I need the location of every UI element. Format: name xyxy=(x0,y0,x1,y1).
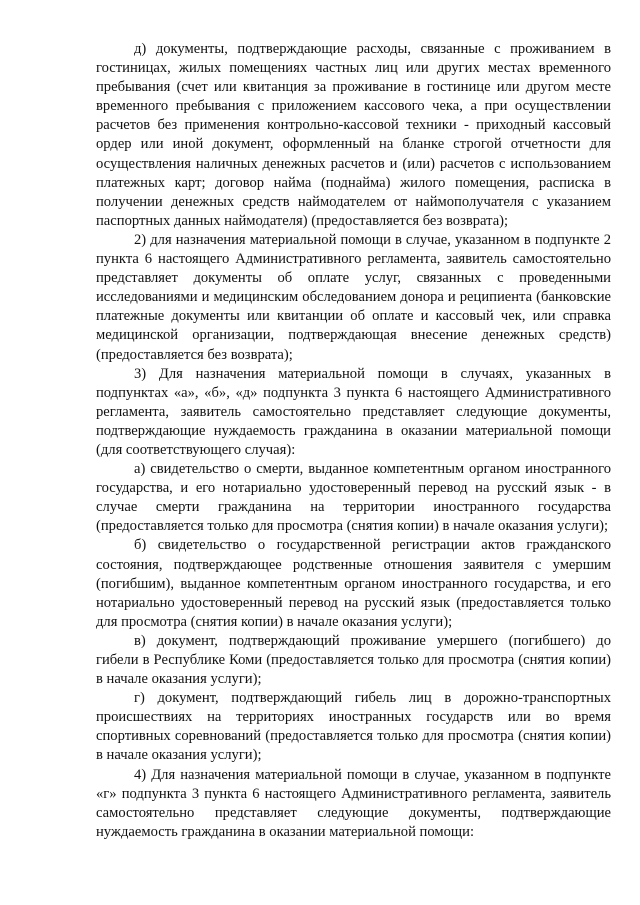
document-body xyxy=(96,40,611,842)
paragraph-2-donor-payment: 2) для назначения материальной помощи в случае, указанном в подпункте 2 пункта 6 настоящего Административного регламента, заявитель самостоятельно представляет документы об оплате услуг, связанных с проведенными исследованиями и медицинским обследованием донора и реципиента (банковские платежные документы или квитанции об оплате и кассовый чек, или справка медицинской организации, подтверждающая внесение денежных средств) (предоставляется без возврата); xyxy=(96,231,611,363)
paragraph-g-accident-proof: г) документ, подтверждающий гибель лиц в дорожно-транспортных происшествиях на территориях иностранных государств или во время спортивных соревнований (предоставляется только для просмотра (снятия копии) в начале оказания услуги); xyxy=(96,690,611,764)
paragraph-4-need-documents: 4) Для назначения материальной помощи в случае, указанном в подпункте «г» подпункта 3 пункта 6 настоящего Административного регламента, заявитель самостоятельно представляет следующие документы, подтверждающие нуждаемость гражданина в оказании материальной помощи: xyxy=(96,766,611,840)
paragraph-d-housing-expenses: д) документы, подтверждающие расходы, связанные с проживанием в гостиницах, жилых помещениях частных лиц или других местах временного пребывания (счет или квитанция за проживание в гостинице или другом месте временного пребывания с приложением кассового чека, а при осуществлении расчетов без применения контрольно-кассовой техники - приходный кассовый ордер или иной документ, оформленный на бланке строгой отчетности для осуществления наличных денежных расчетов и (или) расчетов с использованием платежных карт; договор найма (поднайма) жилого помещения, расписка в получении денежных средств наймодателем от наймополучателя с указанием паспортных данных наймодателя) (предоставляется без возврата); xyxy=(96,41,611,229)
paragraph-b-civil-registration: б) свидетельство о государственной регистрации актов гражданского состояния, подтверждающее родственные отношения заявителя с умершим (погибшим), выданное компетентным органом иностранного государства, и его нотариально удостоверенный перевод на русский язык (предоставляется только для просмотра (снятия копии) в начале оказания услуги); xyxy=(96,537,611,630)
paragraph-3-need-documents: 3) Для назначения материальной помощи в случаях, указанных в подпунктах «а», «б», «д» подпункта 3 пункта 6 настоящего Административного регламента, заявитель самостоятельно представляет следующие документы, подтверждающие нуждаемость гражданина в оказании материальной помощи (для соответствующего случая): xyxy=(96,365,611,458)
paragraph-a-death-certificate: а) свидетельство о смерти, выданное компетентным органом иностранного государства, и его нотариально удостоверенный перевод на русский язык - в случае смерти гражданина на территории иностранного государства (предоставляется только для просмотра (снятия копии) в начале оказания услуги); xyxy=(96,461,611,535)
paragraph-v-residence-proof: в) документ, подтверждающий проживание умершего (погибшего) до гибели в Республике Коми (предоставляется только для просмотра (снятия копии) в начале оказания услуги); xyxy=(96,632,611,688)
